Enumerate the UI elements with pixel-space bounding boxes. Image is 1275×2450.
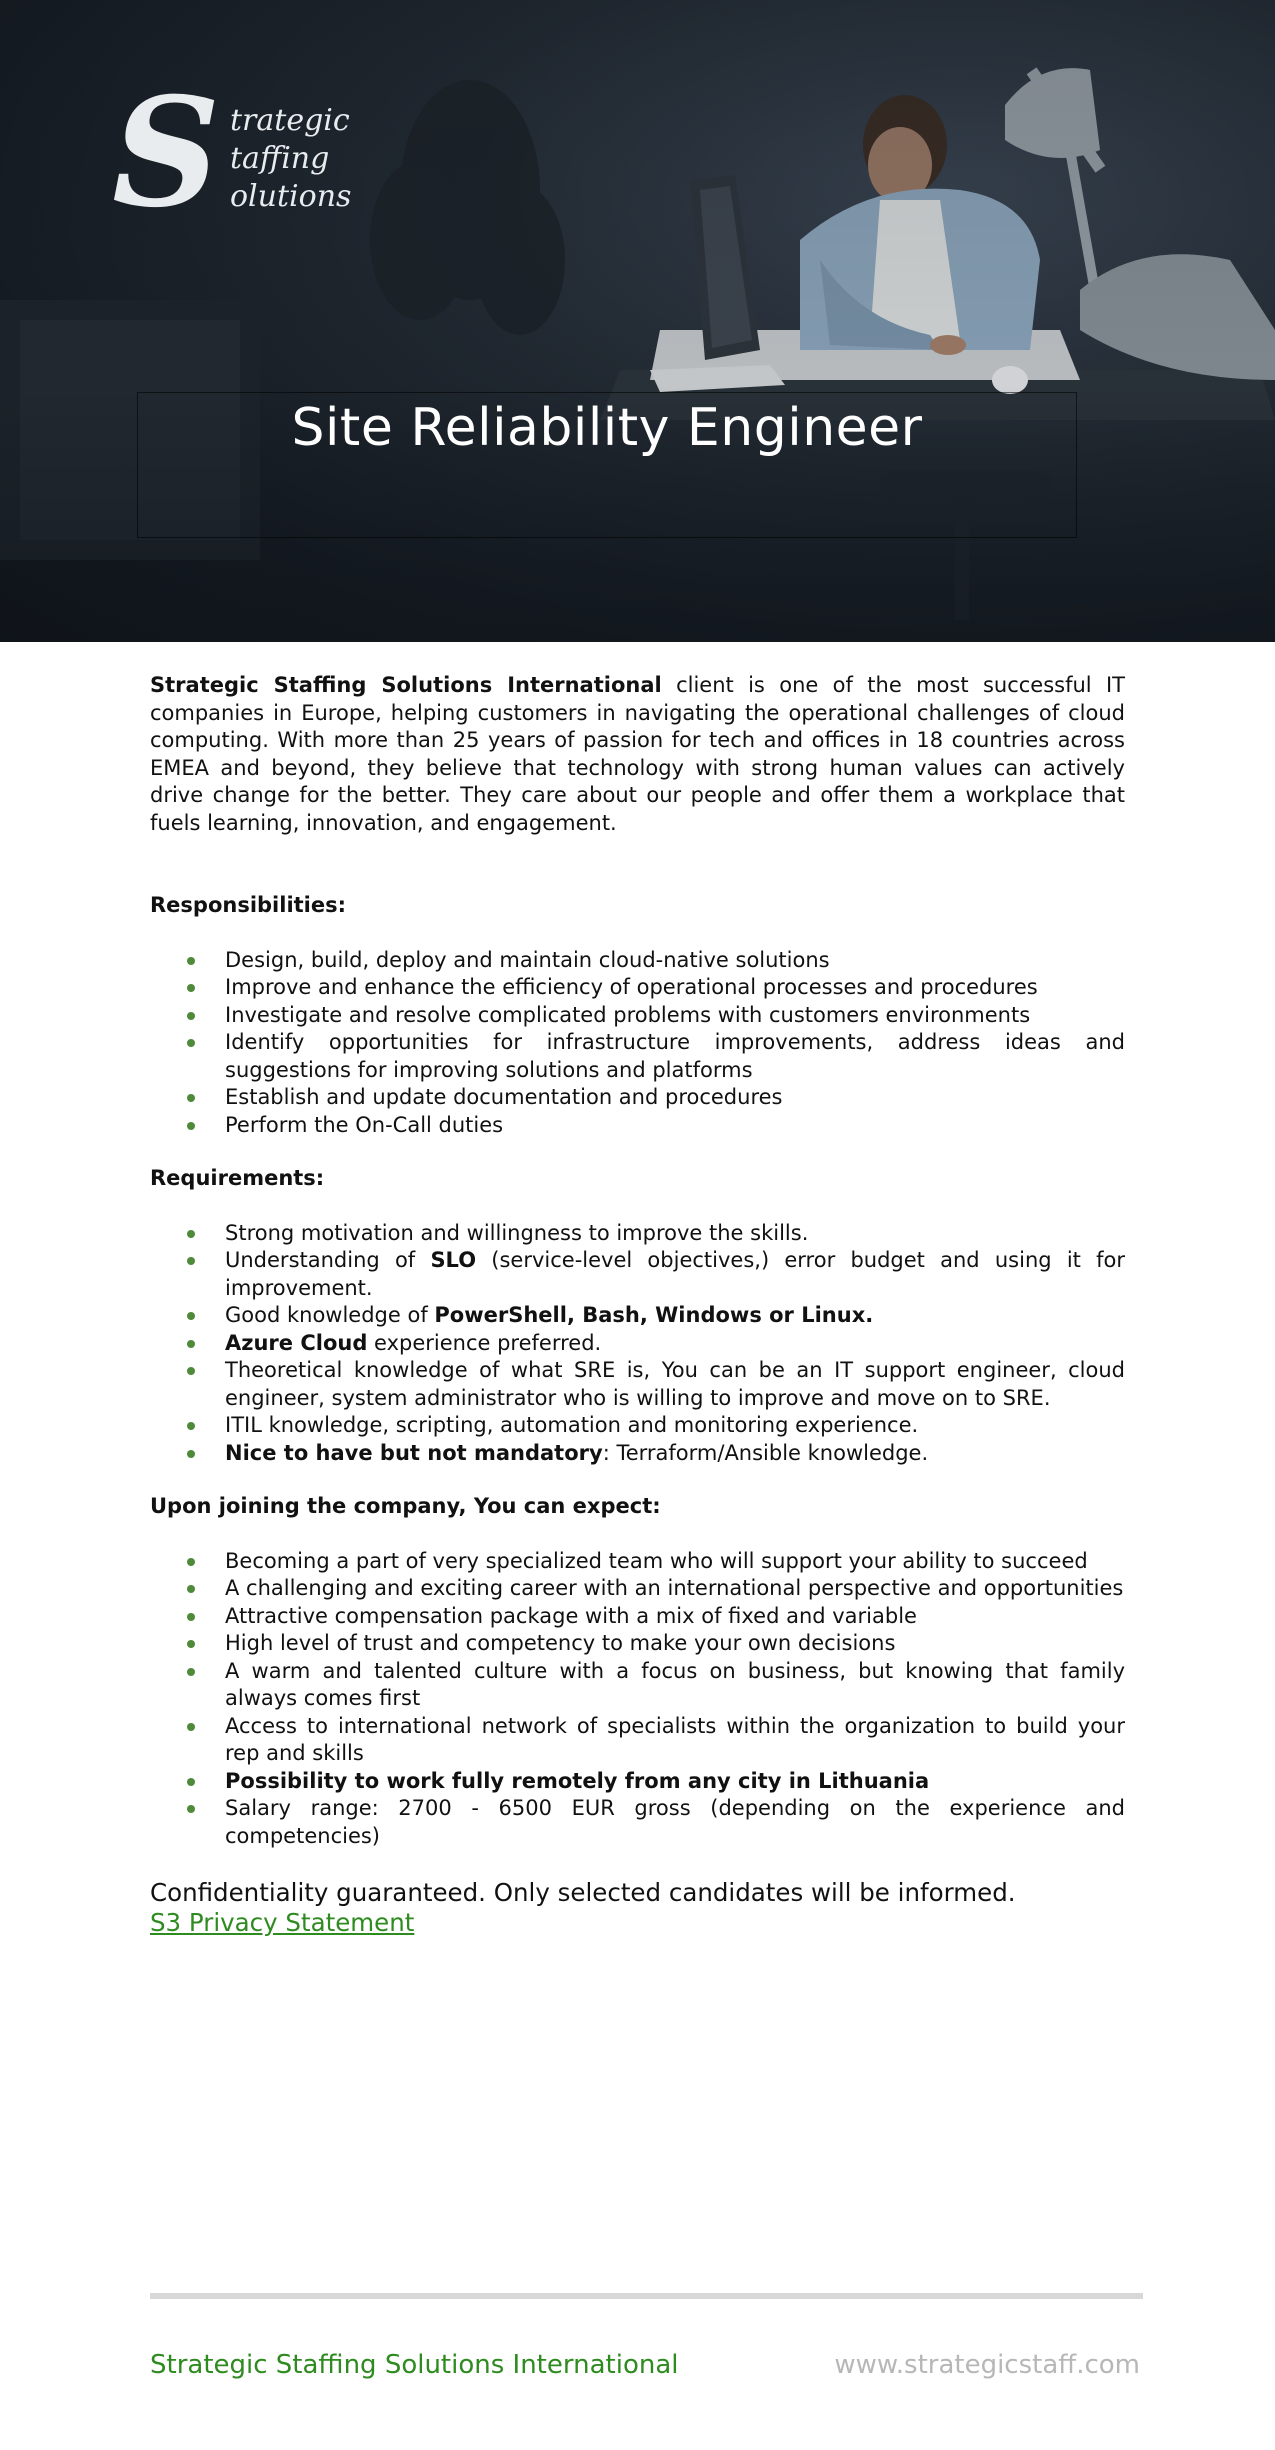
expect-list [150,1548,1125,1851]
item-text: : Terraform/Ansible knowledge. [602,1440,929,1465]
requirements-list [150,1220,1125,1468]
company-name: Strategic Staffing Solutions International [150,673,662,697]
responsibilities-heading: Responsibilities: [150,893,347,917]
hero-banner [0,0,1275,642]
list-item [225,1247,1125,1302]
logo-wordmark [230,102,351,216]
footer-website[interactable]: www.strategicstaff.com [834,2350,1140,2380]
confidentiality-note: Confidentiality guaranteed. Only selected candidates will be informed. [150,1878,1016,1907]
list-item: Theoretical knowledge of what SRE is, You can be an IT support engineer, cloud engineer, system administrator who is willing to improve and move on to SRE. [225,1357,1125,1412]
item-emphasis: Possibility to work fully remotely from any city in Lithuania [225,1768,930,1793]
title-frame [137,392,1077,538]
responsibilities-list [150,947,1125,1140]
list-item: Perform the On-Call duties [225,1112,1125,1140]
item-text: experience preferred. [367,1330,602,1355]
list-item [225,1768,1125,1796]
list-item: Becoming a part of very specialized team who will support your ability to succeed [225,1548,1125,1576]
item-emphasis: Nice to have but not mandatory [225,1440,603,1465]
logo-initial: S [112,65,221,241]
footer-divider [150,2293,1143,2299]
list-item: Improve and enhance the efficiency of operational processes and procedures [225,974,1125,1002]
page-title: Site Reliability Engineer [291,398,923,458]
item-text: Understanding of [225,1248,431,1272]
list-item: A warm and talented culture with a focus on business, but knowing that family always comes first [225,1658,1125,1713]
list-item: Access to international network of specialists within the organization to build your rep and skills [225,1713,1125,1768]
list-item: Investigate and resolve complicated problems with customers environments [225,1002,1125,1030]
logo-line: taffing [230,141,330,176]
list-item: Establish and update documentation and procedures [225,1084,1125,1112]
list-item [225,1440,1125,1468]
list-item: A challenging and exciting career with an international perspective and opportunities [225,1575,1125,1603]
item-emphasis: SLO [430,1248,477,1272]
item-text: (service-level objectives,) error budget and using it for improvement. [225,1248,1125,1300]
logo-line: trategic [230,103,350,138]
list-item: Identify opportunities for infrastructure improvements, address ideas and suggestions for improving solutions and platforms [225,1029,1125,1084]
list-item: Salary range: 2700 - 6500 EUR gross (depending on the experience and competencies) [225,1795,1125,1850]
job-description [150,672,1125,1939]
requirements-heading: Requirements: [150,1166,325,1190]
list-item: Attractive compensation package with a mix of fixed and variable [225,1603,1125,1631]
item-emphasis: PowerShell, Bash, Windows or Linux. [434,1303,874,1327]
privacy-statement-link[interactable]: S3 Privacy Statement [150,1908,415,1937]
list-item [225,1330,1125,1358]
list-item: ITIL knowledge, scripting, automation and monitoring experience. [225,1412,1125,1440]
list-item: High level of trust and competency to make your own decisions [225,1630,1125,1658]
item-text: Good knowledge of [225,1303,435,1327]
footer-company-name: Strategic Staffing Solutions International [150,2350,679,2380]
list-item: Design, build, deploy and maintain cloud-native solutions [225,947,1125,975]
expect-heading: Upon joining the company, You can expect: [150,1494,661,1518]
logo-line: olutions [230,179,352,214]
item-emphasis: Azure Cloud [225,1330,368,1355]
intro-paragraph [150,672,1125,837]
company-logo [112,65,352,246]
list-item: Strong motivation and willingness to improve the skills. [225,1220,1125,1248]
intro-text: client is one of the most successful IT companies in Europe, helping customers in navigating the operational challenges of cloud computing. With more than 25 years of passion for tech and offices in 18 countries across EMEA and beyond, they believe that technology with strong human values can actively drive change for the better. They care about our people and offer them a workplace that fuels learning, innovation, and engagement. [150,673,1126,835]
list-item [225,1302,1125,1330]
